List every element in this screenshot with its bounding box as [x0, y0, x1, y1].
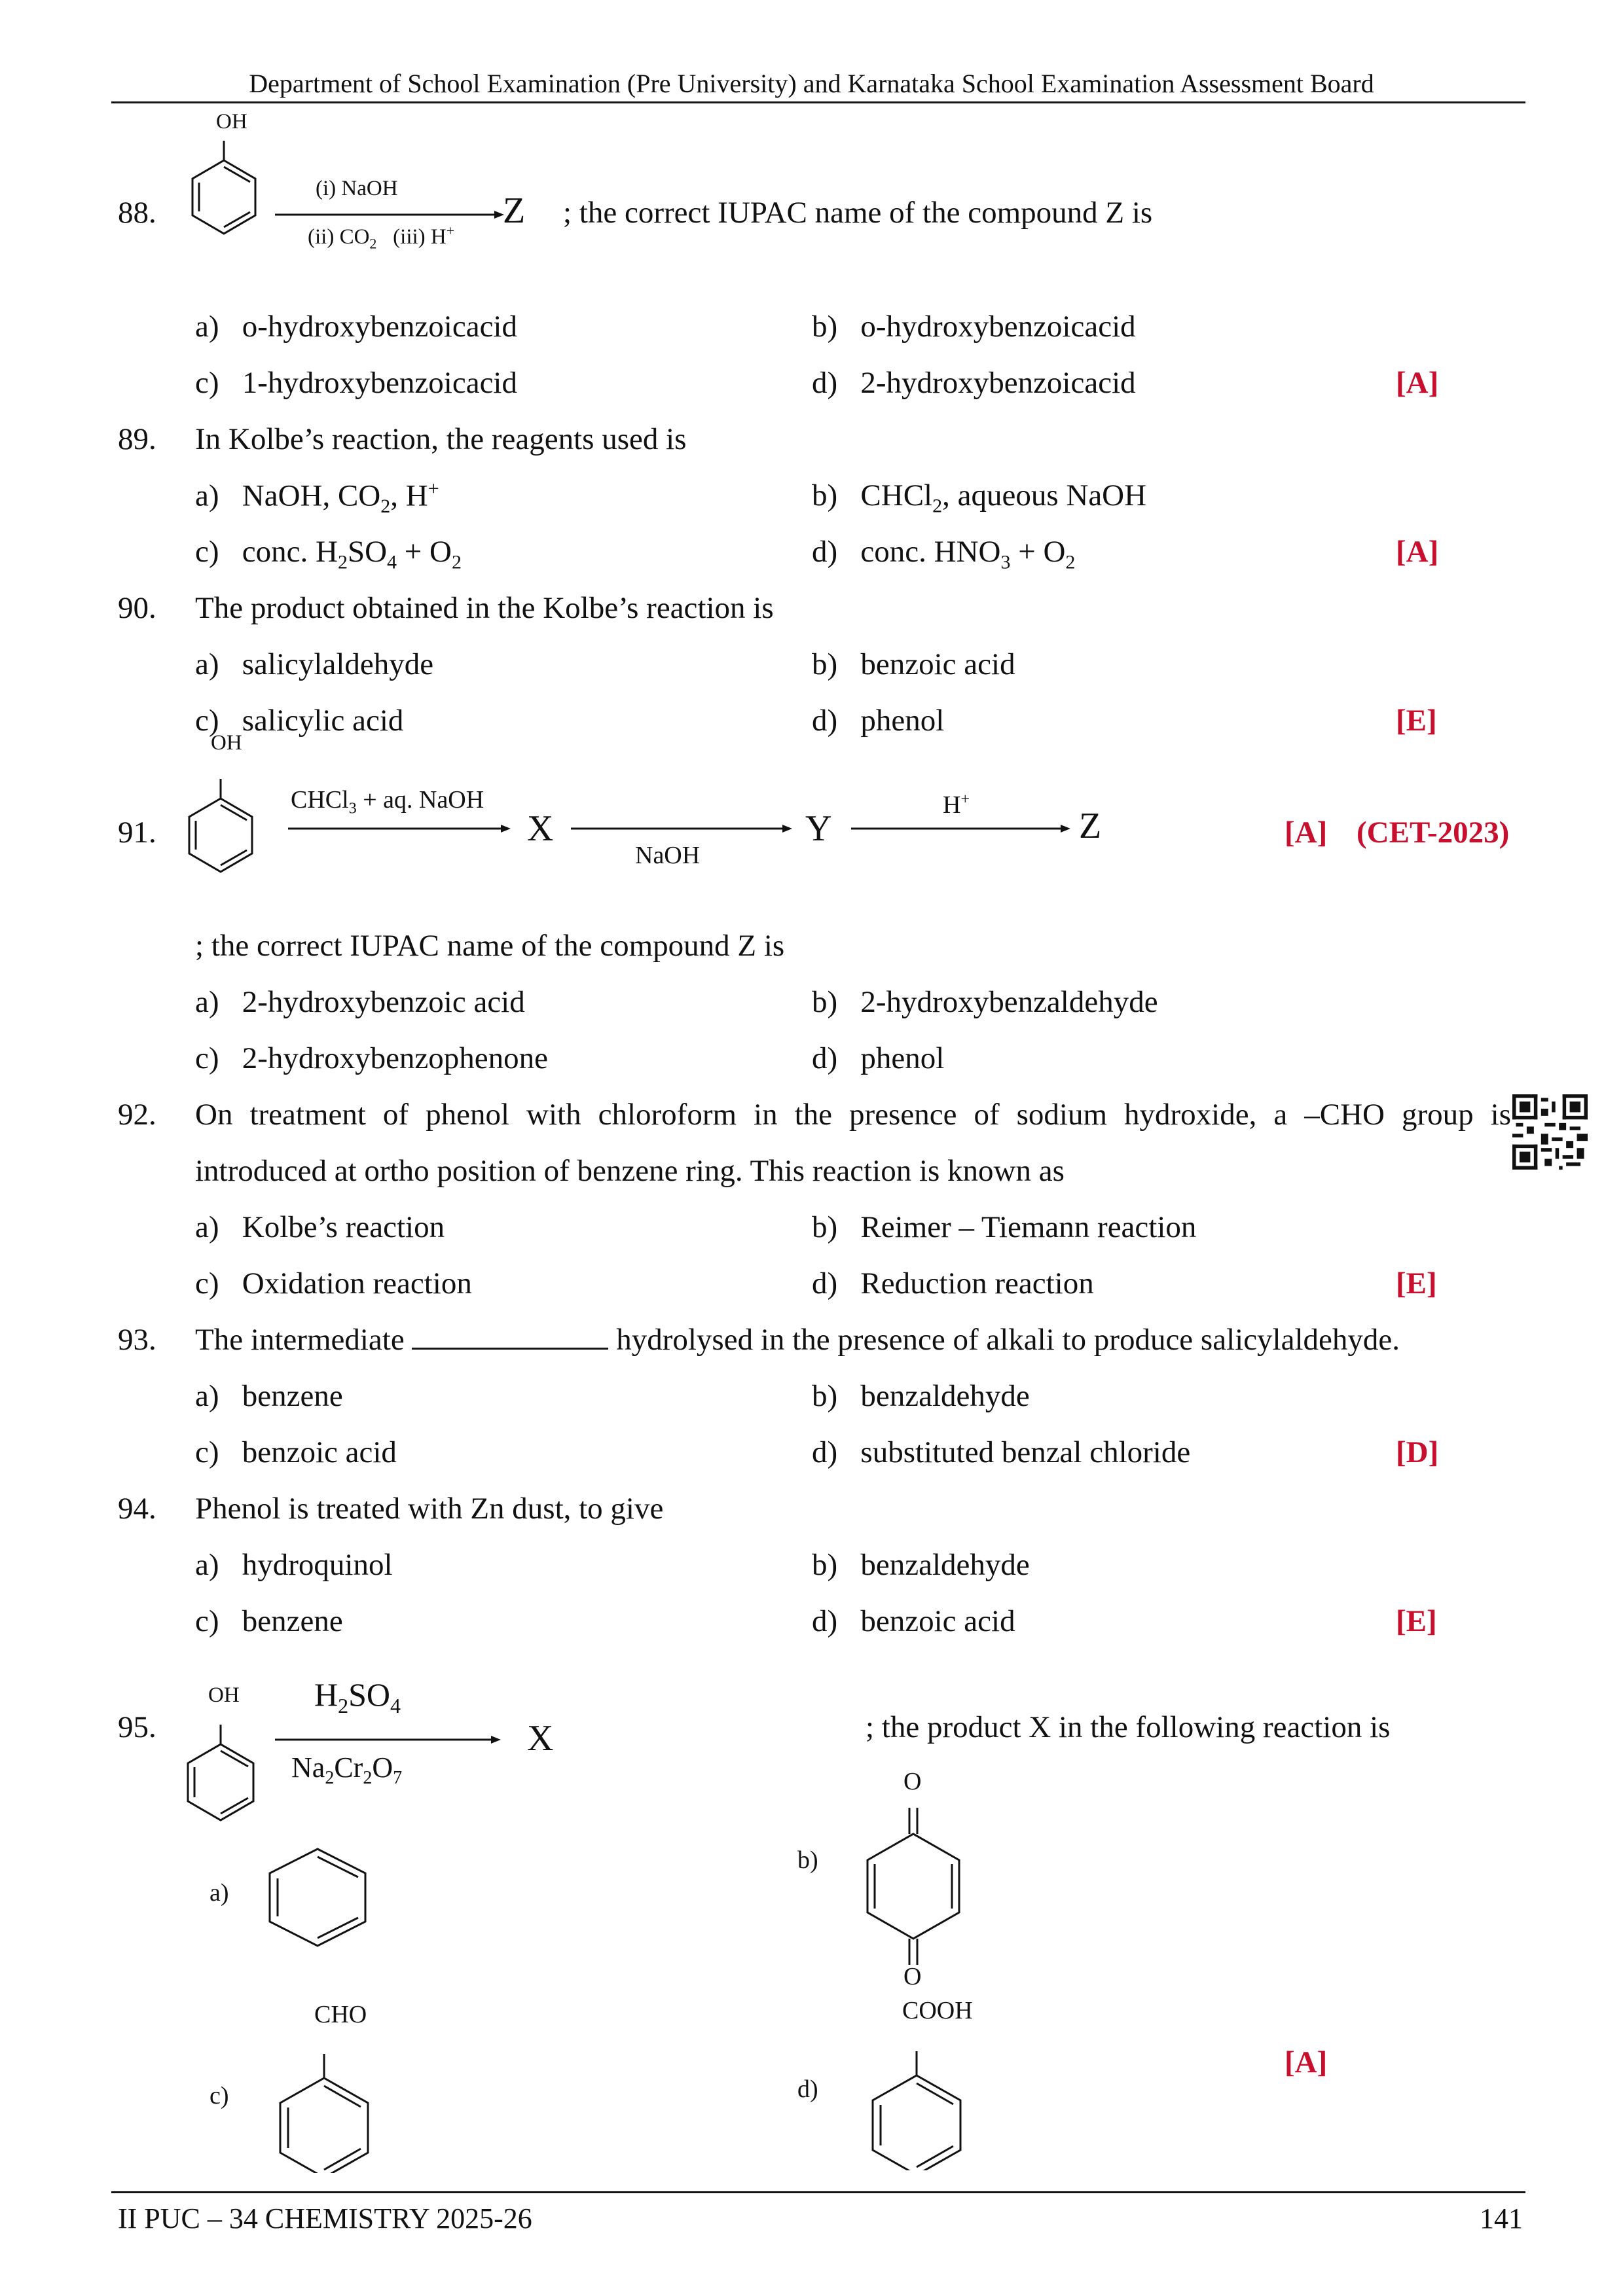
q91-option-a: a) 2-hydroxybenzoic acid	[195, 985, 525, 1019]
footer-rule	[111, 2191, 1525, 2193]
q95-oh-label: OH	[208, 1683, 240, 1707]
q88-answer: [A]	[1396, 366, 1439, 400]
q95-text: ; the product X in the following reaction is	[866, 1710, 1391, 1744]
q95-option-d-label: d)	[797, 2075, 818, 2103]
q92-number: 92.	[118, 1098, 156, 1132]
q88-number: 88.	[118, 196, 156, 230]
q91-option-b: b) 2-hydroxybenzaldehyde	[812, 985, 1158, 1019]
q89-option-b: b) CHCl$_2$, aqueous NaOH	[812, 478, 1147, 517]
q91-reagent-3: H+	[943, 791, 970, 819]
q89-option-d: d) conc. $HNO_3 + O_2$	[812, 535, 1076, 573]
q94-number: 94.	[118, 1492, 156, 1526]
q89-text: In Kolbe’s reaction, the reagents used is	[195, 422, 687, 456]
q88-option-b: b) o-hydroxybenzoicacid	[812, 310, 1136, 344]
q92-text-line-2: introduced at ortho position of benzene ring. This reaction is known as	[195, 1154, 1065, 1188]
q92-option-a: a) Kolbe’s reaction	[195, 1210, 445, 1244]
q88-option-d: d) 2-hydroxybenzoicacid	[812, 366, 1136, 400]
footer-course: II PUC – 34 CHEMISTRY 2025-26	[118, 2202, 532, 2234]
q95-reagent-top: $H_2SO_4$	[314, 1676, 401, 1717]
q93-number: 93.	[118, 1323, 156, 1357]
page-header: Department of School Examination (Pre University) and Karnataka School Examination Assessment Board	[249, 69, 1374, 98]
q88-oh-label: OH	[216, 110, 247, 134]
q91-benzene-ring	[189, 798, 252, 872]
q93-answer: [D]	[1396, 1435, 1439, 1469]
q88-product: Z	[503, 190, 526, 231]
q94-option-a: a) hydroquinol	[195, 1548, 393, 1582]
q91-y: Y	[805, 808, 832, 849]
q91-number: 91.	[118, 816, 156, 850]
q95-option-c-label: c)	[210, 2082, 229, 2109]
q94-option-b: b) benzaldehyde	[812, 1548, 1030, 1582]
q95-option-c-cho: CHO	[314, 2001, 367, 2028]
header-rule	[111, 101, 1525, 103]
q91-option-d: d) phenol	[812, 1041, 945, 1075]
q91-x: X	[527, 808, 554, 849]
q92-answer: [E]	[1396, 1266, 1437, 1300]
q95-product: X	[527, 1718, 554, 1759]
q95-option-c-benzaldehyde	[262, 2029, 393, 2173]
q90-text: The product obtained in the Kolbe’s reaction is	[195, 591, 774, 625]
page-number: 141	[1480, 2202, 1523, 2234]
q88-reagent-bottom: (ii) $CO_2$ (iii) H+	[308, 223, 455, 252]
q95-option-a-benzene	[259, 1833, 376, 1964]
q92-text-line-1: On treatment of phenol with chloroform in the presence of sodium hydroxide, a –CHO group is	[195, 1098, 1511, 1132]
q94-answer: [E]	[1396, 1604, 1437, 1638]
q88-option-c: c) 1-hydroxybenzoicacid	[195, 366, 517, 400]
q92-option-b: b) Reimer – Tiemann reaction	[812, 1210, 1197, 1244]
q88-benzene-ring	[192, 160, 255, 234]
q95-option-d-benzoic-acid	[854, 2026, 985, 2170]
q93-option-c: c) benzoic acid	[195, 1435, 397, 1469]
q91-reagent-1: CHCl$_3$ + aq. NaOH	[291, 786, 484, 817]
q91-tag: (CET-2023)	[1357, 816, 1510, 850]
q89-answer: [A]	[1396, 535, 1439, 569]
qr-code	[1512, 1094, 1588, 1170]
q91-answer: [A]	[1285, 816, 1328, 850]
q89-option-c: c) conc. $H_2SO_4 + O_2$	[195, 535, 462, 573]
q89-number: 89.	[118, 422, 156, 456]
q95-option-a-label: a)	[210, 1879, 229, 1907]
q95-option-b-label: b)	[797, 1846, 818, 1874]
q91-oh-label: OH	[211, 731, 242, 755]
q90-option-a: a) salicylaldehyde	[195, 647, 434, 681]
q94-option-c: c) benzene	[195, 1604, 343, 1638]
q90-option-b: b) benzoic acid	[812, 647, 1015, 681]
q95-option-d-cooh: COOH	[902, 1997, 973, 2024]
q95-option-b-oxygen-top: O	[903, 1768, 922, 1795]
q90-option-d: d) phenol	[812, 704, 945, 738]
q91-z: Z	[1079, 806, 1102, 846]
q92-option-d: d) Reduction reaction	[812, 1266, 1094, 1300]
q91-reagent-2: NaOH	[635, 842, 701, 869]
q93-option-b: b) benzaldehyde	[812, 1379, 1030, 1413]
q88-option-a: a) o-hydroxybenzoicacid	[195, 310, 517, 344]
q88-reagent-top: (i) NaOH	[316, 177, 398, 200]
q91-text: ; the correct IUPAC name of the compound Z is	[195, 929, 785, 963]
q90-option-c: c) salicylic acid	[195, 704, 404, 738]
q90-number: 90.	[118, 591, 156, 625]
q95-answer: [A]	[1285, 2045, 1328, 2079]
q95-option-b-benzoquinone	[851, 1780, 982, 1990]
q92-option-c: c) Oxidation reaction	[195, 1266, 472, 1300]
q88-text: ; the correct IUPAC name of the compound Z is	[563, 196, 1153, 230]
q93-option-a: a) benzene	[195, 1379, 343, 1413]
q95-reagent-bottom: $Na_2Cr_2O_7$	[291, 1751, 403, 1788]
q95-number: 95.	[118, 1710, 156, 1744]
q91-option-c: c) 2-hydroxybenzophenone	[195, 1041, 549, 1075]
q93-option-d: d) substituted benzal chloride	[812, 1435, 1191, 1469]
q90-answer: [E]	[1396, 704, 1437, 738]
q95-benzene-ring	[188, 1744, 253, 1820]
q89-option-a: a) NaOH, $CO_2$, H+	[195, 478, 439, 518]
q93-text: The intermediate hydrolysed in the presence of alkali to produce salicylaldehyde.	[195, 1323, 1400, 1357]
q94-text: Phenol is treated with Zn dust, to give	[195, 1492, 664, 1526]
q93-blank	[412, 1324, 608, 1350]
q95-option-b-oxygen-bottom: O	[903, 1963, 922, 1990]
q94-option-d: d) benzoic acid	[812, 1604, 1015, 1638]
